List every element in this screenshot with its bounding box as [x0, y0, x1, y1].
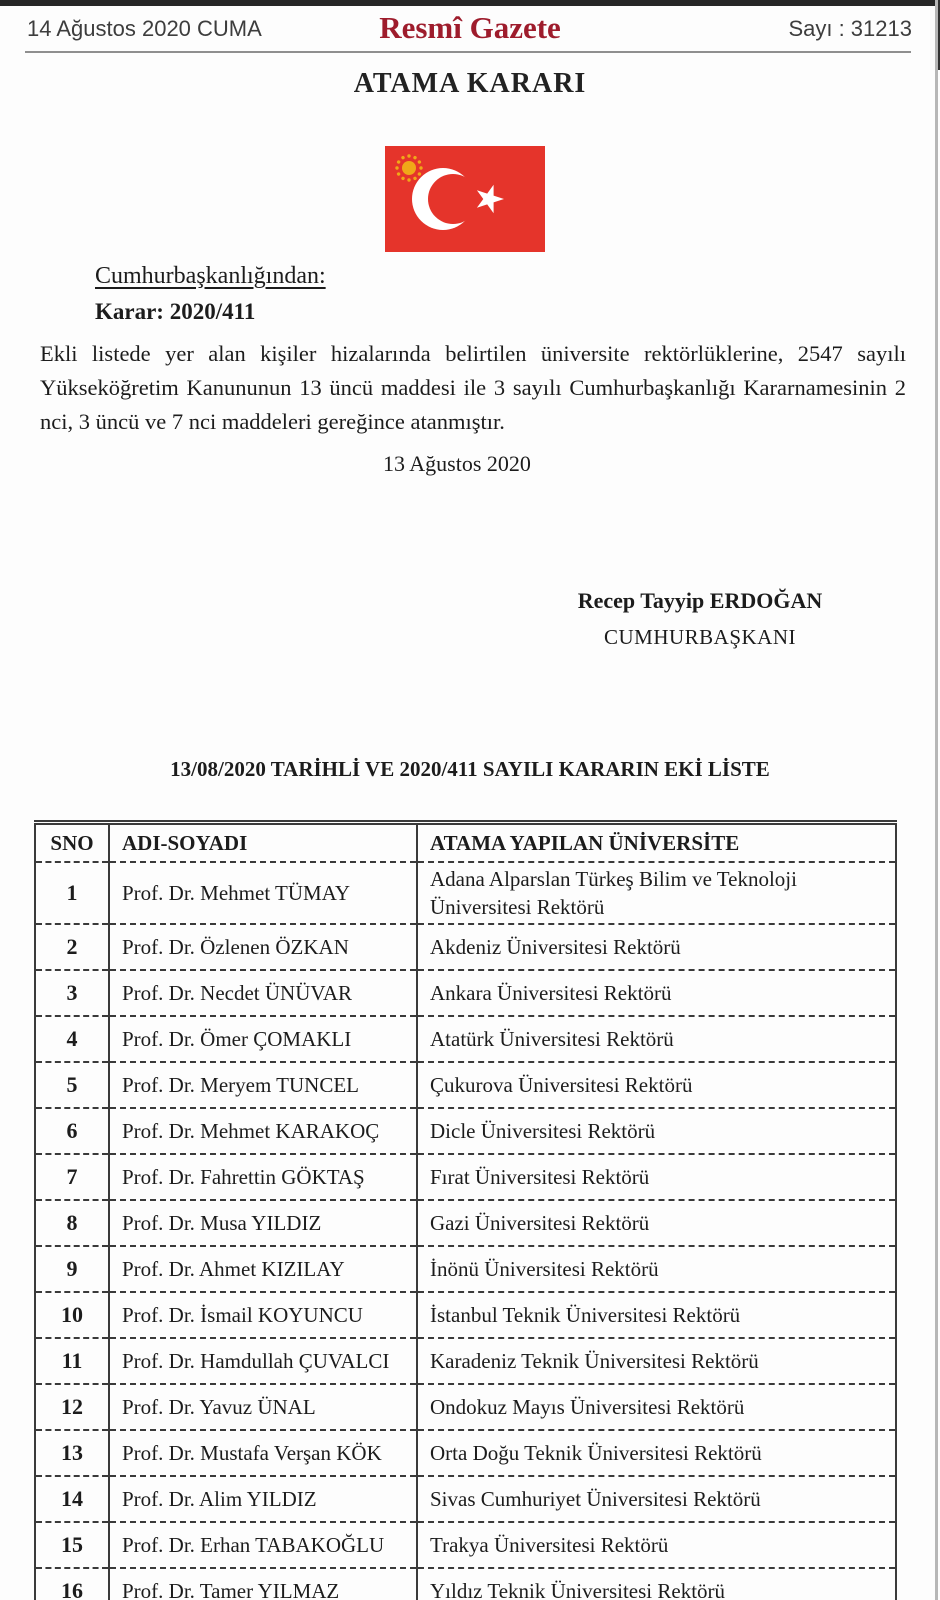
row-university: Ankara Üniversitesi Rektörü — [417, 970, 896, 1016]
decision-body-paragraph: Ekli listede yer alan kişiler hizalarında belirtilen üniversite rektörlüklerine, 2547 sayılı Yükseköğretim Kanununun 13 üncü maddesi ile 3 sayılı Cumhurbaşkanlığı Kararnamesinin 2 nci, 3 üncü ve 7 nci maddeleri gereğince atanmıştır. — [40, 341, 906, 434]
annex-table — [34, 820, 897, 1600]
table-row — [35, 1154, 896, 1200]
row-sno: 10 — [35, 1292, 109, 1338]
row-university: Atatürk Üniversitesi Rektörü — [417, 1016, 896, 1062]
row-sno: 4 — [35, 1016, 109, 1062]
column-header-university: ATAMA YAPILAN ÜNİVERSİTE — [417, 823, 896, 863]
table-header-row — [35, 823, 896, 863]
row-sno: 6 — [35, 1108, 109, 1154]
row-university: Trakya Üniversitesi Rektörü — [417, 1522, 896, 1568]
row-person-name: Prof. Dr. Ömer ÇOMAKLI — [109, 1016, 417, 1062]
row-person-name: Prof. Dr. Mehmet KARAKOÇ — [109, 1108, 417, 1154]
row-sno: 13 — [35, 1430, 109, 1476]
signatory-title: CUMHURBAŞKANI — [603, 625, 797, 649]
table-row — [35, 1430, 896, 1476]
table-row — [35, 1568, 896, 1600]
row-university: İstanbul Teknik Üniversitesi Rektörü — [417, 1292, 896, 1338]
row-university: İnönü Üniversitesi Rektörü — [417, 1246, 896, 1292]
table-row — [35, 1476, 896, 1522]
row-university: Dicle Üniversitesi Rektörü — [417, 1108, 896, 1154]
row-person-name: Prof. Dr. Necdet ÜNÜVAR — [109, 970, 417, 1016]
row-university: Yıldız Teknik Üniversitesi Rektörü — [417, 1568, 896, 1600]
row-sno: 12 — [35, 1384, 109, 1430]
decision-date: 13 Ağustos 2020 — [383, 451, 531, 476]
row-person-name: Prof. Dr. Alim YILDIZ — [109, 1476, 417, 1522]
photo-edge-right — [935, 0, 938, 1600]
row-sno: 5 — [35, 1062, 109, 1108]
table-row — [35, 1338, 896, 1384]
row-person-name: Prof. Dr. Fahrettin GÖKTAŞ — [109, 1154, 417, 1200]
row-person-name: Prof. Dr. Hamdullah ÇUVALCI — [109, 1338, 417, 1384]
issuing-authority: Cumhurbaşkanlığından: — [95, 263, 326, 289]
table-row — [35, 1292, 896, 1338]
row-sno: 15 — [35, 1522, 109, 1568]
masthead-divider — [25, 51, 911, 53]
row-person-name: Prof. Dr. Ahmet KIZILAY — [109, 1246, 417, 1292]
row-person-name: Prof. Dr. Yavuz ÜNAL — [109, 1384, 417, 1430]
masthead-title: Resmî Gazete — [379, 10, 561, 45]
decision-number: Karar: 2020/411 — [95, 299, 256, 324]
document-heading: ATAMA KARARI — [353, 68, 587, 99]
table-row — [35, 1522, 896, 1568]
masthead-issue-number: Sayı : 31213 — [788, 16, 912, 41]
row-person-name: Prof. Dr. Mehmet TÜMAY — [109, 862, 417, 924]
row-university: Çukurova Üniversitesi Rektörü — [417, 1062, 896, 1108]
row-university: Akdeniz Üniversitesi Rektörü — [417, 924, 896, 970]
row-sno: 9 — [35, 1246, 109, 1292]
row-university: Ondokuz Mayıs Üniversitesi Rektörü — [417, 1384, 896, 1430]
row-university: Sivas Cumhuriyet Üniversitesi Rektörü — [417, 1476, 896, 1522]
row-university: Gazi Üniversitesi Rektörü — [417, 1200, 896, 1246]
row-sno: 1 — [35, 862, 109, 924]
table-row — [35, 1016, 896, 1062]
row-university: Fırat Üniversitesi Rektörü — [417, 1154, 896, 1200]
row-person-name: Prof. Dr. Özlenen ÖZKAN — [109, 924, 417, 970]
row-sno: 16 — [35, 1568, 109, 1600]
turkish-presidential-flag-icon — [385, 146, 545, 252]
row-sno: 7 — [35, 1154, 109, 1200]
row-person-name: Prof. Dr. Meryem TUNCEL — [109, 1062, 417, 1108]
table-row — [35, 1108, 896, 1154]
row-university: Orta Doğu Teknik Üniversitesi Rektörü — [417, 1430, 896, 1476]
table-row — [35, 970, 896, 1016]
signatory-name: Recep Tayyip ERDOĞAN — [577, 588, 823, 613]
table-row — [35, 1246, 896, 1292]
table-row — [35, 1200, 896, 1246]
row-person-name: Prof. Dr. İsmail KOYUNCU — [109, 1292, 417, 1338]
row-university: Adana Alparslan Türkeş Bilim ve Teknoloji Üniversitesi Rektörü — [417, 862, 896, 924]
row-sno: 11 — [35, 1338, 109, 1384]
masthead-date: 14 Ağustos 2020 CUMA — [27, 16, 262, 41]
row-sno: 3 — [35, 970, 109, 1016]
row-sno: 14 — [35, 1476, 109, 1522]
table-row — [35, 862, 896, 924]
column-header-name: ADI-SOYADI — [109, 823, 417, 863]
row-person-name: Prof. Dr. Mustafa Verşan KÖK — [109, 1430, 417, 1476]
table-row — [35, 1062, 896, 1108]
column-header-sno: SNO — [35, 823, 109, 863]
row-university: Karadeniz Teknik Üniversitesi Rektörü — [417, 1338, 896, 1384]
row-sno: 8 — [35, 1200, 109, 1246]
row-sno: 2 — [35, 924, 109, 970]
photo-edge-top — [0, 0, 940, 6]
row-person-name: Prof. Dr. Erhan TABAKOĞLU — [109, 1522, 417, 1568]
table-row — [35, 924, 896, 970]
annex-list-title: 13/08/2020 TARİHLİ VE 2020/411 SAYILI KARARIN EKİ LİSTE — [170, 757, 770, 781]
row-person-name: Prof. Dr. Musa YILDIZ — [109, 1200, 417, 1246]
row-person-name: Prof. Dr. Tamer YILMAZ — [109, 1568, 417, 1600]
table-row — [35, 1384, 896, 1430]
